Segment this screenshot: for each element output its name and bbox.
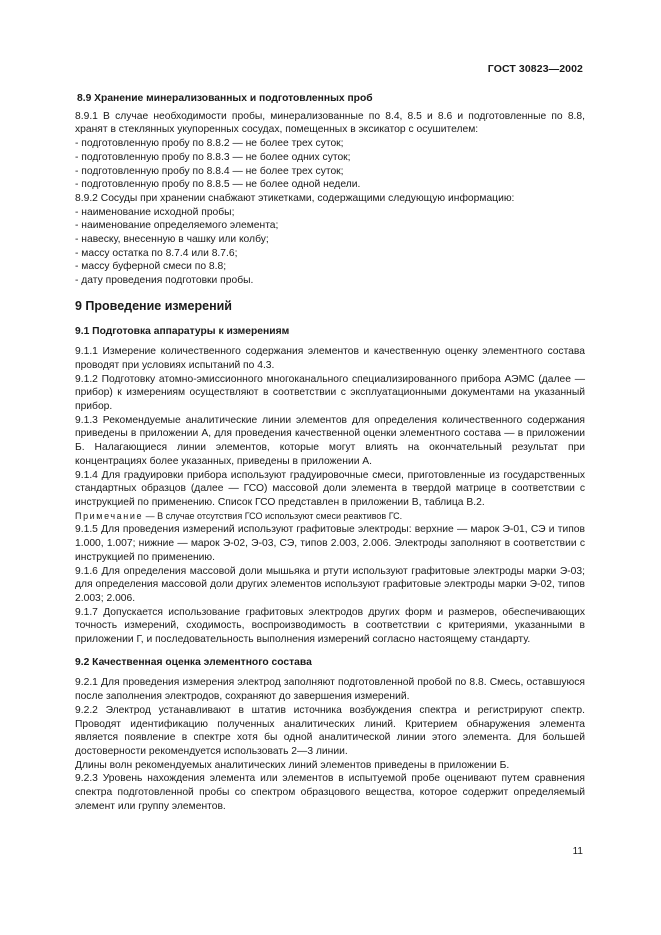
list-item: - подготовленную пробу по 8.8.5 — не более одной недели. xyxy=(75,179,361,191)
list-item: - навеску, внесенную в чашку или колбу; xyxy=(75,234,269,246)
paragraph-9-1-5: 9.1.5 Для проведения измерений используют графитовые электроды: верхние — марок Э-01, СЭ и типов 1.000, 1.007; нижние — марок Э-02, Э-03, СЭ, типов 2.003, 2.006. Электроды заполняют в соответствии с инструкцией по применению. xyxy=(75,524,585,563)
storage-terms-list xyxy=(75,137,585,192)
page-content xyxy=(75,90,585,813)
paragraph-9-2-3: 9.2.3 Уровень нахождения элемента или элементов в испытуемой пробе оценивают путем сравнения спектра подготовленной пробы со спектром образцового вещества, которое содержит определяемый элемент или группу элементов. xyxy=(75,773,585,812)
paragraph-9-1-1: 9.1.1 Измерение количественного содержания элементов и качественную оценку элементного состава проводят при условиях испытаний по 4.3. xyxy=(75,346,585,371)
page-number: 11 xyxy=(572,846,583,857)
paragraph-9-1-3: 9.1.3 Рекомендуемые аналитические линии элементов для определения количественного содержания приведены в приложении А, для проведения качественной оценки элементного состава — в приложении Б. Налагающиеся линии элементов, которые могут влиять на окончательный результат при концентрациях более указанных, приведены в приложении А. xyxy=(75,414,585,467)
note-label: Примечание xyxy=(75,510,144,521)
section-9-1-heading: 9.1 Подготовка аппаратуры к измерениям xyxy=(75,325,290,337)
paragraph-9-1-2: 9.1.2 Подготовку атомно-эмиссионного многоканального специализированного прибора АЭМС (далее — прибор) к измерениям осуществляют в соответствии с эксплуатационными документами на указанный прибор. xyxy=(75,373,585,413)
list-item: - подготовленную пробу по 8.8.4 — не более трех суток; xyxy=(75,165,344,177)
note xyxy=(75,510,585,524)
section-9-2-heading: 9.2 Качественная оценка элементного состава xyxy=(75,656,312,668)
list-item: - дату проведения подготовки пробы. xyxy=(75,275,254,287)
list-item: - массу остатка по 8.7.4 или 8.7.6; xyxy=(75,247,238,259)
list-item: - подготовленную пробу по 8.8.2 — не более трех суток; xyxy=(75,138,344,150)
label-info-list xyxy=(75,206,585,288)
paragraph-9-2-1: 9.2.1 Для проведения измерения электрод заполняют подготовленной пробой по 8.8. Смесь, оставшуюся после заполнения электродов, сохраняют до завершения измерений. xyxy=(75,677,585,703)
paragraph-9-2-2-wavelengths: Длины волн рекомендуемых аналитических линий элементов приведены в приложении Б. xyxy=(75,759,510,771)
list-item: - подготовленную пробу по 8.8.3 — не более одних суток; xyxy=(75,151,351,163)
paragraph-9-1-6: 9.1.6 Для определения массовой доли мышьяка и ртути используют графитовые электроды марки Э-03; для определения массовой доли других элементов используют графитовые электроды марки Э-02, типов 2.003; 2.006. xyxy=(75,565,585,604)
paragraph-9-1-7: 9.1.7 Допускается использование графитовых электродов других форм и размеров, обеспечивающих точность измерений, сходимость, воспроизводимость в соответствии с критериями, указанными в приложении Г, и последовательность выполнения измерений согласно настоящему стандарту. xyxy=(75,606,585,646)
document-code: ГОСТ 30823—2002 xyxy=(487,63,583,75)
list-item: - массу буферной смеси по 8.8; xyxy=(75,261,227,273)
paragraph-8-9-2: 8.9.2 Сосуды при хранении снабжают этикетками, содержащими следующую информацию: xyxy=(75,192,515,204)
section-8-9-heading: 8.9 Хранение минерализованных и подготовленных проб xyxy=(77,93,373,104)
chapter-9-heading: 9 Проведение измерений xyxy=(75,298,232,313)
paragraph-9-2-2: 9.2.2 Электрод устанавливают в штатив источника возбуждения спектра и регистрируют спектр. Проводят идентификацию полученных аналитических линий. Критерием обнаружения элемента является появление в спектре хотя бы одной аналитической линии этого элемента. Для большей достоверности рекомендуется использовать 2—3 линии. xyxy=(75,704,585,757)
list-item: - наименование определяемого элемента; xyxy=(75,220,279,232)
paragraph-8-9-1: 8.9.1 В случае необходимости пробы, минерализованные по 8.4, 8.5 и 8.6 и подготовленные по 8.8, хранят в стеклянных укупоренных сосудах, помещенных в эксикатор с осушителем: xyxy=(75,110,585,136)
paragraph-9-1-4: 9.1.4 Для градуировки прибора используют градуировочные смеси, приготовленные из государственных стандартных образцов (далее — ГСО) массовой доли элемента в твердой матрице в соответствии с инструкцией по применению. Список ГСО представлен в приложении В, таблица В.2. xyxy=(75,469,585,508)
list-item: - наименование исходной пробы; xyxy=(75,206,235,218)
note-text: — В случае отсутствия ГСО используют смеси реактивов ГС. xyxy=(143,510,403,521)
